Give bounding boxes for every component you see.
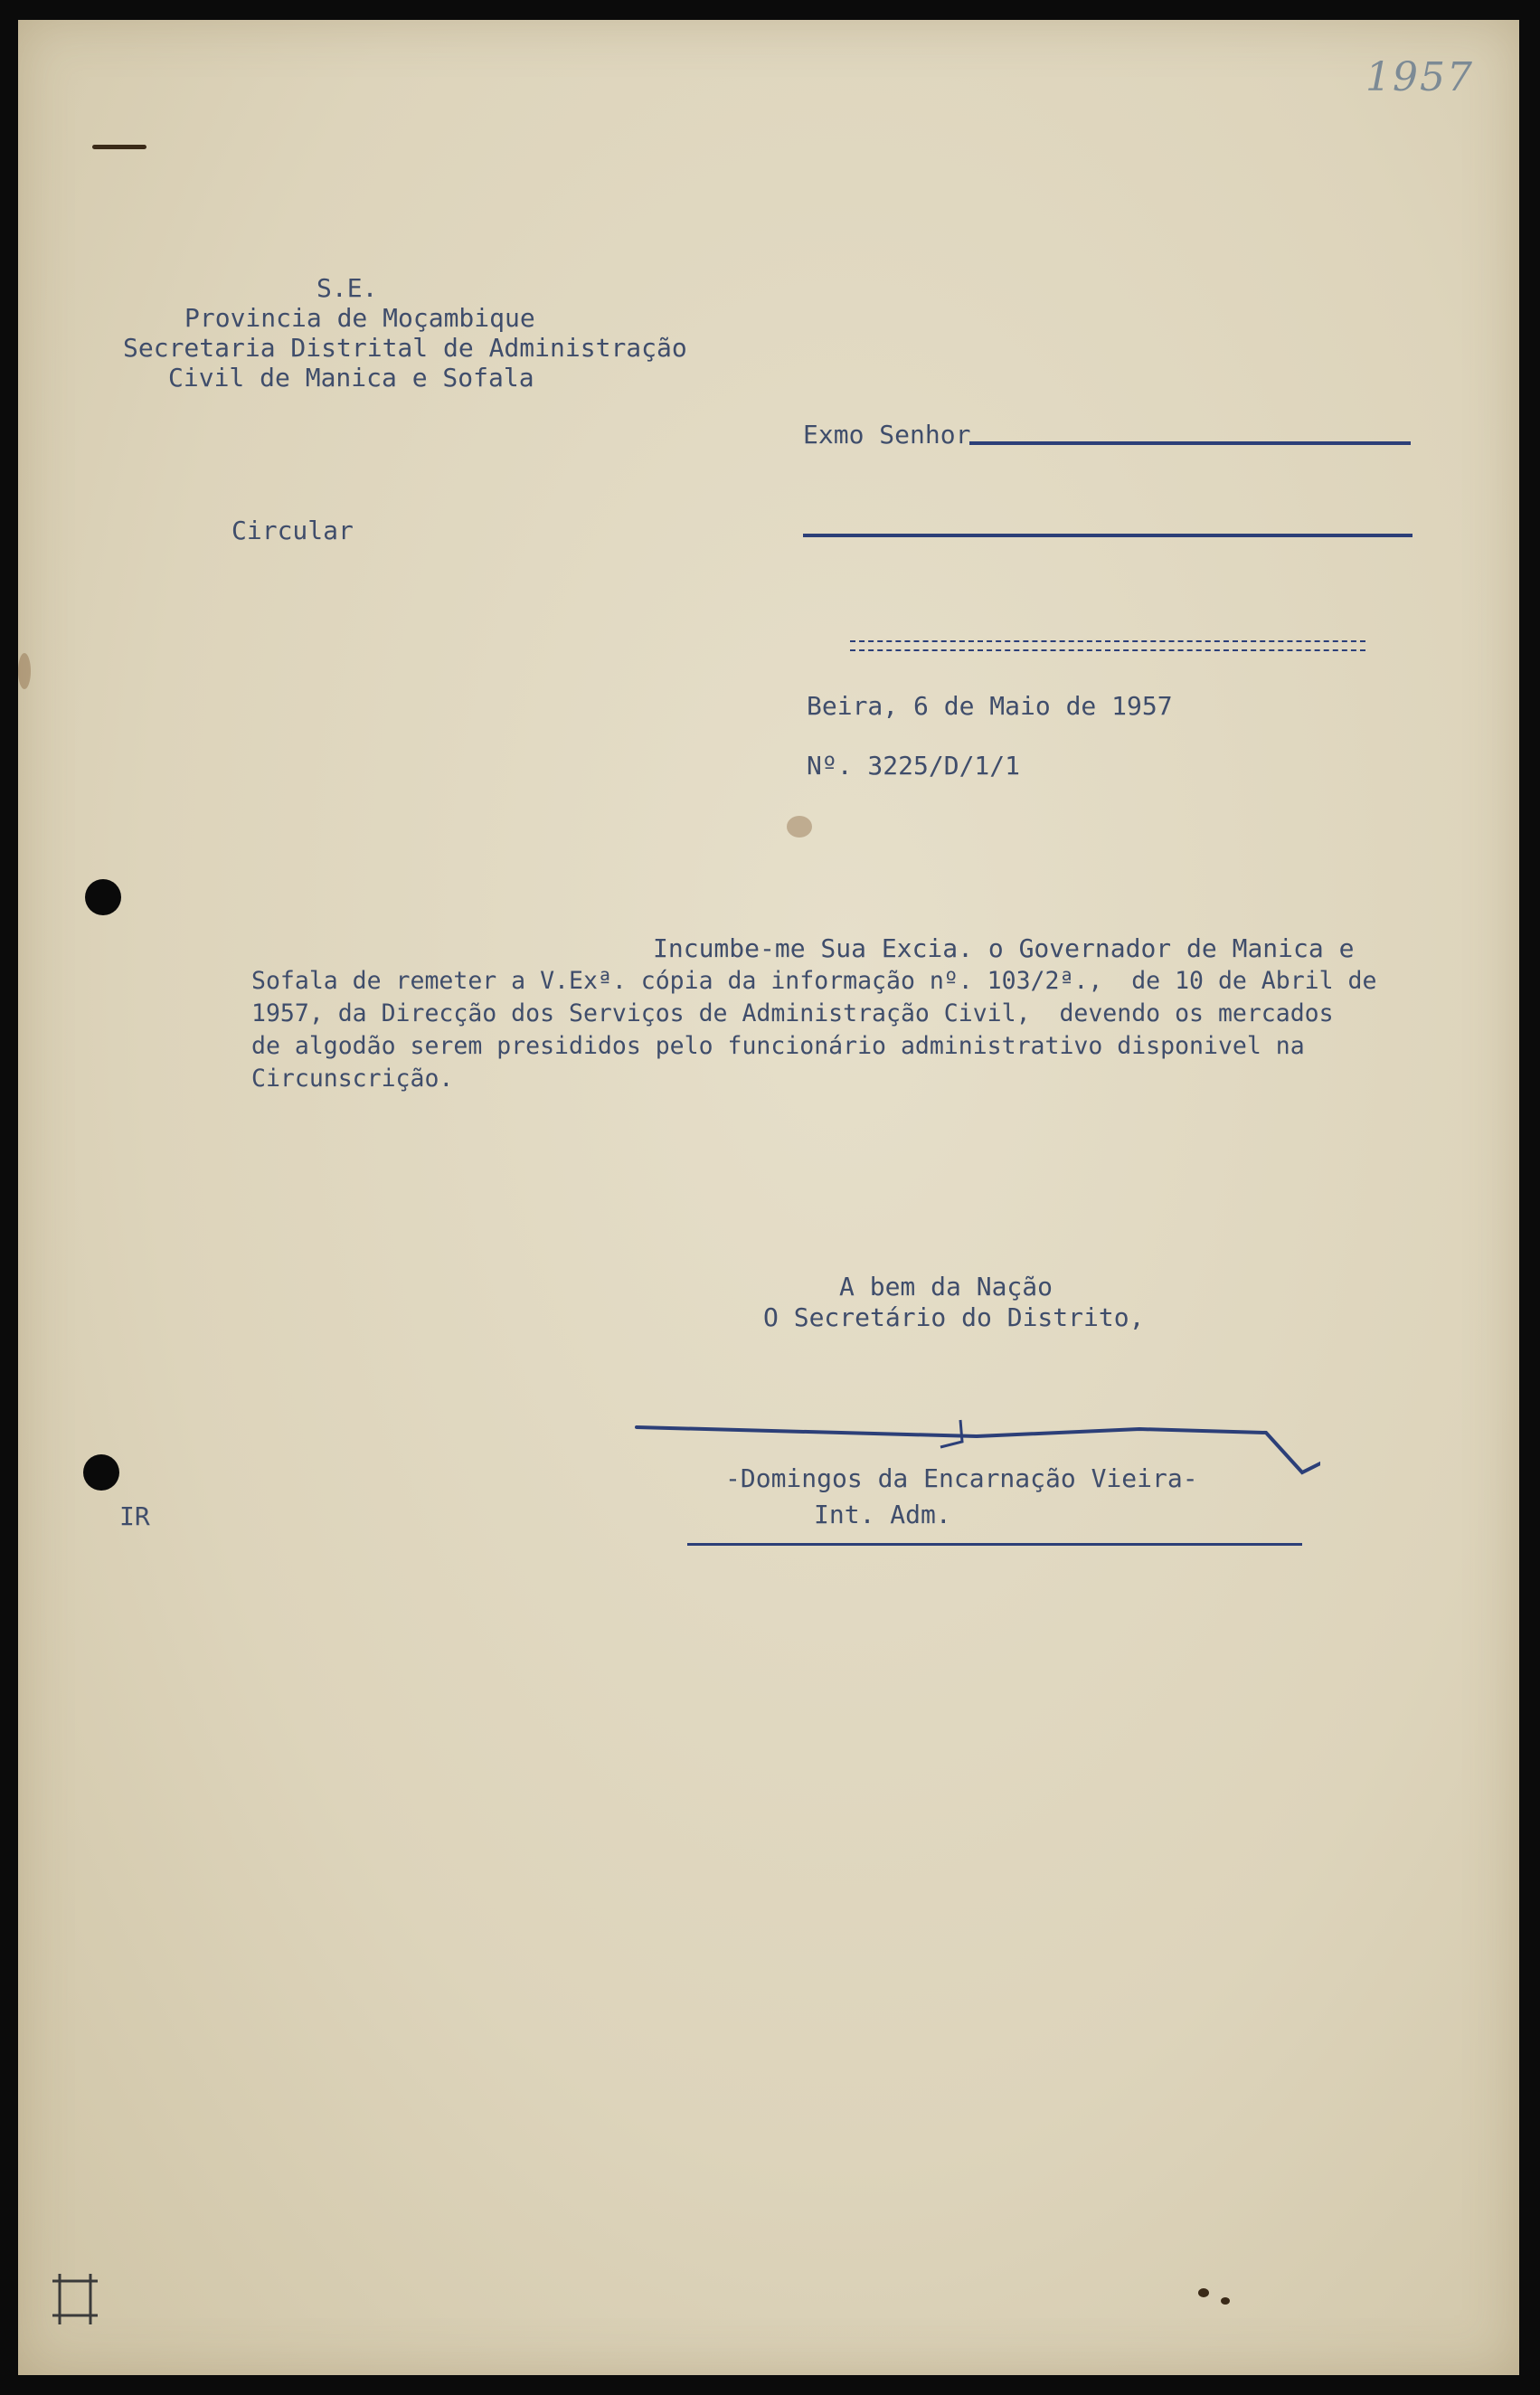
body-line-3: 1957, da Direcção dos Serviços de Administração Civil, devendo os mercados [251, 999, 1334, 1027]
closing-line-2: O Secretário do Distrito, [763, 1302, 1145, 1332]
addressee-line-2 [803, 534, 1412, 537]
header-secretariat: Secretaria Distrital de Administração [123, 333, 687, 363]
header-se: S.E. [317, 273, 378, 303]
body-line-2: Sofala de remeter a V.Exª. cópia da informação nº. 103/2ª., de 10 de Abril de [251, 967, 1377, 995]
punch-hole-bottom [83, 1454, 119, 1491]
separator-line [850, 640, 1365, 651]
closing-line-1: A bem da Nação [839, 1272, 1053, 1302]
signatory-name: -Domingos da Encarnação Vieira- [725, 1463, 1198, 1493]
initials: IR [119, 1501, 150, 1531]
punch-hole-top [85, 879, 121, 915]
ink-dot [1221, 2297, 1230, 2305]
body-line-1: Incumbe-me Sua Excia. o Governador de Manica e [653, 933, 1355, 963]
header-district: Civil de Manica e Sofala [168, 363, 534, 393]
stain-left [18, 653, 31, 689]
signature-underline [687, 1543, 1302, 1546]
ink-mark [92, 145, 146, 149]
body-line-5: Circunscrição. [251, 1065, 454, 1093]
addressee-label: Exmo Senhor [803, 420, 971, 450]
addressee-line-1 [969, 441, 1411, 445]
signatory-title: Int. Adm. [814, 1500, 951, 1529]
year-annotation: 1957 [1365, 54, 1474, 100]
header-province: Provincia de Moçambique [184, 303, 535, 333]
corner-pencil-mark [43, 2270, 107, 2333]
document-page [18, 20, 1519, 2375]
place-date: Beira, 6 de Maio de 1957 [807, 691, 1173, 721]
ink-dot [1198, 2288, 1209, 2297]
body-line-4: de algodão serem presididos pelo funcionário administrativo disponivel na [251, 1032, 1305, 1060]
reference-number: Nº. 3225/D/1/1 [807, 751, 1021, 781]
circular-label: Circular [231, 516, 354, 545]
stain-center [787, 816, 812, 838]
